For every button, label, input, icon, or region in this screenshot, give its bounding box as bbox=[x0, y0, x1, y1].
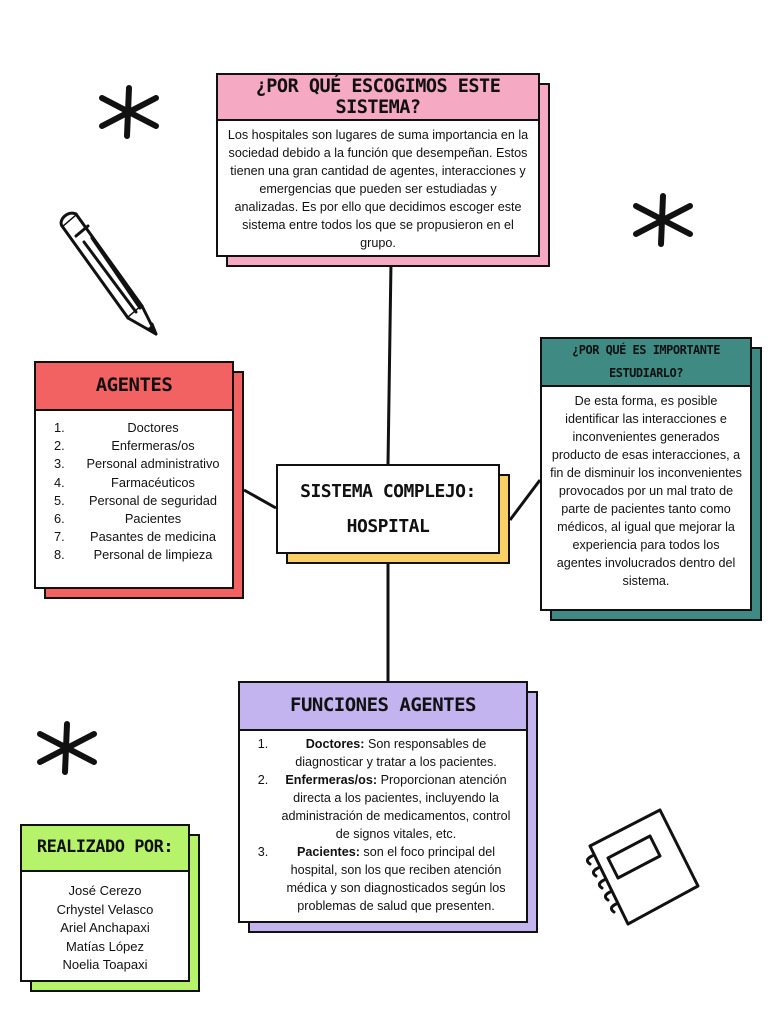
list-item-number: 3. bbox=[257, 845, 269, 859]
author-name: Matías López bbox=[65, 938, 145, 954]
agent-functions-title: FUNCIONES AGENTES bbox=[240, 683, 526, 731]
card-face bbox=[540, 337, 752, 611]
author-name: Ariel Anchapaxi bbox=[60, 920, 150, 935]
agents-list bbox=[54, 419, 226, 565]
importance-title-line-2: ESTUDIARLO? bbox=[609, 366, 683, 380]
importance-title bbox=[542, 339, 750, 387]
list-item-text: Enfermeras/os bbox=[111, 438, 195, 454]
list-item-number: 2. bbox=[257, 773, 269, 787]
list-item-text: Pacientes bbox=[124, 511, 182, 527]
list-item bbox=[54, 510, 226, 528]
agent-functions-body bbox=[240, 731, 526, 919]
list-item bbox=[54, 437, 226, 455]
function-description: Son responsables de diagnosticar y tratar a los pacientes. bbox=[295, 737, 497, 769]
central-system-title bbox=[300, 474, 476, 544]
list-item-number: 7. bbox=[54, 529, 65, 545]
central-title-line-1: SISTEMA COMPLEJO: bbox=[300, 481, 476, 502]
central-system-card bbox=[276, 464, 500, 554]
list-item-number: 1. bbox=[54, 420, 65, 435]
card-face bbox=[276, 464, 500, 554]
why-chosen-text: Los hospitales son lugares de suma importancia en la sociedad debido a la función que desempeñan. Estos tienen una gran cantidad de agentes, interacciones y emergencias que pueden ser estudiadas y analizadas. Es por ello que decidimos escoger este sistema entre todos los que se propusieron en el grupo. bbox=[227, 128, 529, 250]
agents-list-body bbox=[36, 411, 232, 571]
authors-list bbox=[22, 872, 188, 985]
list-item-number: 1. bbox=[257, 737, 269, 751]
central-title-line-2: HOSPITAL bbox=[346, 516, 430, 537]
author-name: Crhystel Velasco bbox=[56, 901, 154, 917]
asterisk-icon bbox=[34, 720, 100, 776]
list-item-text: Pasantes de medicina bbox=[90, 529, 216, 545]
agents-card bbox=[34, 361, 234, 589]
list-item bbox=[54, 474, 226, 492]
list-item-number: 3. bbox=[54, 456, 65, 472]
card-face bbox=[238, 681, 528, 923]
list-item-text: Personal de limpieza bbox=[93, 547, 213, 563]
list-item-number: 6. bbox=[54, 511, 65, 527]
list-item bbox=[54, 546, 226, 564]
list-item-text: Farmacéuticos bbox=[111, 474, 195, 490]
agent-functions-card bbox=[238, 681, 528, 923]
function-term: Pacientes: bbox=[296, 845, 360, 859]
connector-center-to-why bbox=[388, 262, 391, 464]
list-item bbox=[250, 771, 516, 843]
notebook-icon bbox=[580, 806, 704, 930]
author-name: José Cerezo bbox=[68, 883, 142, 898]
list-item bbox=[54, 419, 226, 437]
list-item-number: 8. bbox=[54, 547, 65, 563]
function-description: Proporcionan atención directa a los pacientes, incluyendo la administración de medicamentos, control de signos vitales, etc. bbox=[281, 773, 511, 841]
list-item bbox=[54, 455, 226, 473]
list-item bbox=[54, 528, 226, 546]
connector-center-to-agents bbox=[244, 490, 276, 508]
list-item-text bbox=[276, 735, 516, 771]
why-chosen-card bbox=[216, 73, 540, 257]
why-chosen-title: ¿POR QUÉ ESCOGIMOS ESTE SISTEMA? bbox=[218, 75, 538, 121]
agents-title: AGENTES bbox=[36, 363, 232, 411]
authors-card bbox=[20, 824, 190, 982]
list-item bbox=[250, 843, 516, 915]
card-face bbox=[216, 73, 540, 257]
function-term: Doctores: bbox=[305, 737, 365, 751]
asterisk-icon bbox=[630, 192, 696, 248]
list-item-text bbox=[276, 771, 516, 843]
function-term: Enfermeras/os: bbox=[285, 773, 378, 787]
list-item-number: 4. bbox=[54, 474, 65, 490]
list-item-number: 2. bbox=[54, 438, 65, 454]
connector-center-to-importance bbox=[510, 480, 540, 520]
author-name: Noelia Toapaxi bbox=[62, 957, 148, 972]
list-item bbox=[54, 492, 226, 510]
list-item-number: 5. bbox=[54, 492, 65, 508]
importance-card bbox=[540, 337, 752, 611]
list-item-text bbox=[276, 843, 516, 915]
card-face bbox=[20, 824, 190, 982]
importance-text: De esta forma, es posible identificar las interacciones e inconvenientes generados producto de esas interacciones, a fin de disminuir los inconvenientes provocados por un mal trato de parte de pacientes tanto como médicos, al igual que mejorar la experiencia para todos los agentes involucrados dentro del sistema. bbox=[550, 394, 742, 588]
card-face bbox=[34, 361, 234, 589]
importance-title-line-1: ¿POR QUÉ ES IMPORTANTE bbox=[572, 343, 720, 357]
asterisk-icon bbox=[96, 84, 162, 140]
pencil-icon bbox=[56, 208, 166, 340]
list-item-text: Doctores bbox=[127, 420, 179, 435]
list-item-text: Personal de seguridad bbox=[88, 492, 218, 508]
list-item-text: Personal administrativo bbox=[86, 456, 220, 472]
function-description: son el foco principal del hospital, son los que reciben atención médica y son diagnosticados según los problemas de salud que presenten. bbox=[286, 845, 506, 913]
list-item bbox=[250, 735, 516, 771]
authors-title: REALIZADO POR: bbox=[22, 826, 188, 872]
